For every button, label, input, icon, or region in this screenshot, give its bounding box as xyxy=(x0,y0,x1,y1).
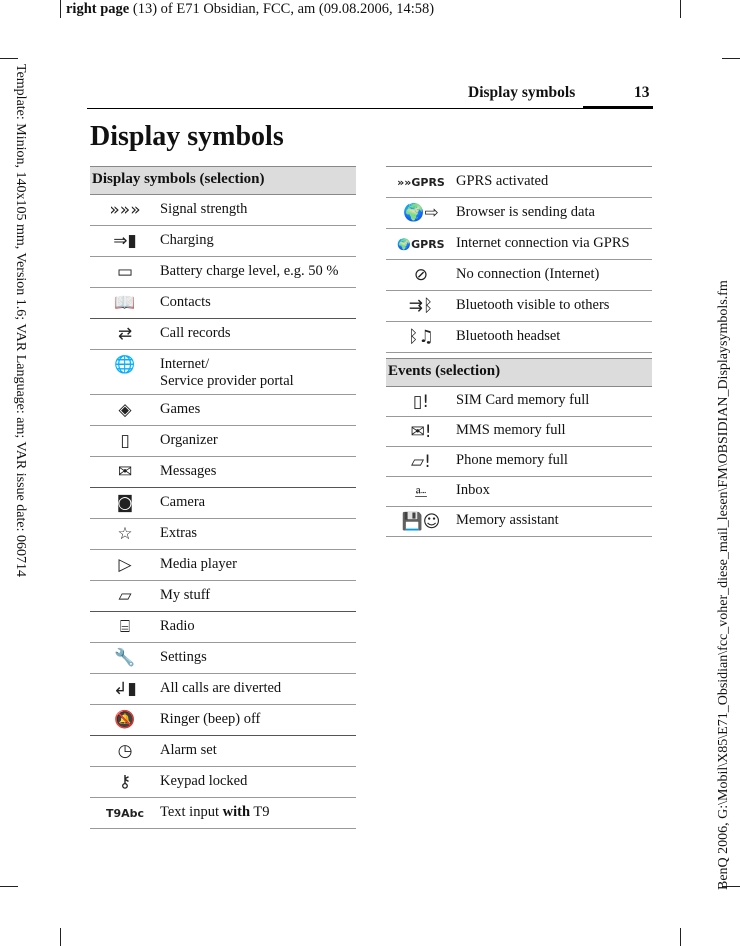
description-text: Inbox xyxy=(456,482,490,498)
table-row xyxy=(90,226,356,257)
phone-memory-full-icon: ▱! xyxy=(411,451,431,472)
description-line2: Service provider portal xyxy=(160,373,294,389)
symbol-description xyxy=(160,674,281,701)
my-stuff-icon: ▱ xyxy=(118,586,132,606)
symbol-description xyxy=(160,705,260,732)
table-row xyxy=(90,736,356,767)
table-row xyxy=(90,350,356,395)
table-row xyxy=(90,550,356,581)
symbol-description xyxy=(160,519,197,546)
keypad-locked-icon: ⚷ xyxy=(118,772,132,792)
running-head: Display symbols xyxy=(468,84,576,101)
description-text: MMS memory full xyxy=(456,422,566,438)
header-rule-accent xyxy=(583,106,653,109)
table-row xyxy=(386,507,652,537)
signal-strength-icon: »»» xyxy=(109,200,141,220)
description-text: Text input xyxy=(160,804,223,820)
internet-gprs-icon: 🌍GPRS xyxy=(397,237,445,251)
symbol-description xyxy=(160,426,218,453)
browser-sending-icon: 🌍⇨ xyxy=(403,203,439,223)
print-info-bold: right page xyxy=(66,1,130,17)
description-text: Radio xyxy=(160,618,195,634)
calls-diverted-icon: ↲▮ xyxy=(113,679,137,699)
settings-icon: 🔧 xyxy=(114,648,136,668)
description-text: Organizer xyxy=(160,432,218,448)
description-tail: T9 xyxy=(250,804,270,820)
crop-mark xyxy=(60,0,61,18)
table-row xyxy=(90,395,356,426)
description-text: All calls are diverted xyxy=(160,680,282,696)
call-records-icon: ⇄ xyxy=(117,324,133,344)
table-row xyxy=(386,229,652,260)
crop-mark xyxy=(680,0,681,18)
contacts-icon: 📖 xyxy=(114,293,136,313)
t9-icon: T9Abc xyxy=(105,806,145,820)
description-text: No connection (Internet) xyxy=(456,266,600,282)
description-text: Contacts xyxy=(160,294,211,310)
gprs-activated-icon: »»GPRS xyxy=(397,175,445,189)
description-text: Camera xyxy=(160,494,206,510)
table-row xyxy=(386,387,652,417)
bluetooth-headset-icon: ᛒ♫ xyxy=(408,327,434,347)
description-text: Alarm set xyxy=(160,742,217,758)
description-text: Media player xyxy=(160,556,237,572)
table-row xyxy=(90,674,356,705)
symbol-description xyxy=(160,350,294,394)
table-row xyxy=(386,417,652,447)
symbol-description xyxy=(456,260,599,287)
file-path-info: BenQ 2006, G:\Mobil\X85\E71_Obsidian\fcc_voher_diese_mail_lesen\FM\OBSIDIAN_Displaysymbols.fm xyxy=(716,280,731,890)
table-row xyxy=(90,519,356,550)
table-body xyxy=(386,166,652,353)
crop-mark xyxy=(0,886,18,887)
extras-icon: ☆ xyxy=(117,524,133,544)
print-info-rest: (13) of E71 Obsidian, FCC, am (09.08.2006, 14:58) xyxy=(129,1,435,17)
description-text: Settings xyxy=(160,649,207,665)
description-text: Bluetooth headset xyxy=(456,328,561,344)
table-row xyxy=(386,167,652,198)
symbol-description xyxy=(456,229,630,256)
table-row xyxy=(90,581,356,612)
symbol-description xyxy=(456,198,595,225)
symbol-description xyxy=(160,457,216,484)
media-player-icon: ▷ xyxy=(118,555,132,575)
sim-memory-full-icon: ▯! xyxy=(412,391,430,412)
description-text: Extras xyxy=(160,525,198,541)
table-row xyxy=(90,457,356,488)
alarm-icon: ◷ xyxy=(117,741,133,761)
symbol-description xyxy=(456,322,560,349)
crop-mark xyxy=(722,58,740,59)
symbol-description xyxy=(160,767,247,794)
table-row xyxy=(90,612,356,643)
symbol-description xyxy=(160,488,205,515)
symbol-description xyxy=(160,643,207,670)
description-text: Bluetooth visible to others xyxy=(456,297,610,313)
symbol-description xyxy=(456,447,568,473)
display-symbols-table xyxy=(90,166,356,829)
camera-icon: ◙ xyxy=(116,493,134,513)
table-row xyxy=(386,477,652,507)
symbol-description xyxy=(160,550,237,577)
description-text: Charging xyxy=(160,232,214,248)
page-title: Display symbols xyxy=(90,121,284,152)
description-bold: with xyxy=(222,804,251,820)
symbol-description xyxy=(160,288,211,315)
print-info-line xyxy=(66,1,434,18)
symbol-description xyxy=(456,167,548,194)
symbol-description xyxy=(456,417,566,443)
symbol-description xyxy=(160,195,247,222)
description-text: My stuff xyxy=(160,587,211,603)
description-text: Games xyxy=(160,401,201,417)
table-row xyxy=(90,705,356,736)
radio-icon: ⌸ xyxy=(119,617,131,637)
symbol-description xyxy=(160,798,270,825)
table-row xyxy=(90,488,356,519)
no-connection-icon: ⊘ xyxy=(413,265,429,285)
table-row xyxy=(386,447,652,477)
display-symbols-table-continued xyxy=(386,166,652,537)
description-text: Memory assistant xyxy=(456,512,559,528)
table-row xyxy=(386,260,652,291)
symbol-description xyxy=(160,226,214,253)
battery-icon: ▭ xyxy=(116,262,134,282)
description-text: Internet connection via GPRS xyxy=(456,235,630,251)
table-row xyxy=(90,257,356,288)
description-text: Keypad locked xyxy=(160,773,248,789)
table-row xyxy=(386,198,652,229)
description-text: Internet/ xyxy=(160,356,210,372)
description-text: SIM Card memory full xyxy=(456,392,590,408)
table-row xyxy=(90,426,356,457)
crop-mark xyxy=(680,928,681,946)
description-text: Browser is sending data xyxy=(456,204,595,220)
symbol-description xyxy=(456,387,589,413)
table-body xyxy=(90,195,356,829)
events-header: Events (selection) xyxy=(386,358,652,387)
crop-mark xyxy=(0,58,18,59)
table-row xyxy=(386,291,652,322)
messages-icon: ✉ xyxy=(117,462,133,482)
inbox-icon: ⎁ xyxy=(414,481,428,502)
ringer-off-icon: 🔕 xyxy=(114,710,136,730)
symbol-description xyxy=(160,581,210,608)
description-text: Signal strength xyxy=(160,201,248,217)
table-row xyxy=(90,288,356,319)
symbol-description xyxy=(160,319,230,346)
games-icon: ◈ xyxy=(118,400,132,420)
description-text: GPRS activated xyxy=(456,173,549,189)
table-row xyxy=(90,798,356,829)
symbol-description xyxy=(160,736,217,763)
symbol-description xyxy=(160,612,195,639)
description-text: Phone memory full xyxy=(456,452,568,468)
description-text: Call records xyxy=(160,325,231,341)
internet-icon: 🌐 xyxy=(114,355,136,375)
table-row xyxy=(90,767,356,798)
symbol-description xyxy=(160,257,339,284)
description-text: Messages xyxy=(160,463,217,479)
table-row xyxy=(386,322,652,353)
events-body xyxy=(386,387,652,537)
bluetooth-visible-icon: ⇉ᛒ xyxy=(408,296,434,316)
table-row xyxy=(90,195,356,226)
crop-mark xyxy=(60,928,61,946)
organizer-icon: ▯ xyxy=(120,431,130,451)
table-row xyxy=(90,319,356,350)
symbol-description xyxy=(456,507,559,533)
symbol-description xyxy=(160,395,200,422)
header-rule xyxy=(87,108,653,109)
charging-icon: ⇒▮ xyxy=(113,231,137,251)
mms-memory-full-icon: ✉! xyxy=(410,421,432,442)
table-row xyxy=(90,643,356,674)
memory-assistant-icon: 💾☺ xyxy=(401,511,441,532)
symbol-description xyxy=(456,291,609,318)
table-header: Display symbols (selection) xyxy=(90,166,356,195)
description-text: Battery charge level, e.g. 50 % xyxy=(160,263,339,279)
page-number: 13 xyxy=(634,84,650,101)
description-text: Ringer (beep) off xyxy=(160,711,261,727)
template-info: Template: Minion, 140x105 mm, Version 1.6; VAR Language: am; VAR issue date: 060714 xyxy=(13,64,28,577)
symbol-description xyxy=(456,477,490,503)
